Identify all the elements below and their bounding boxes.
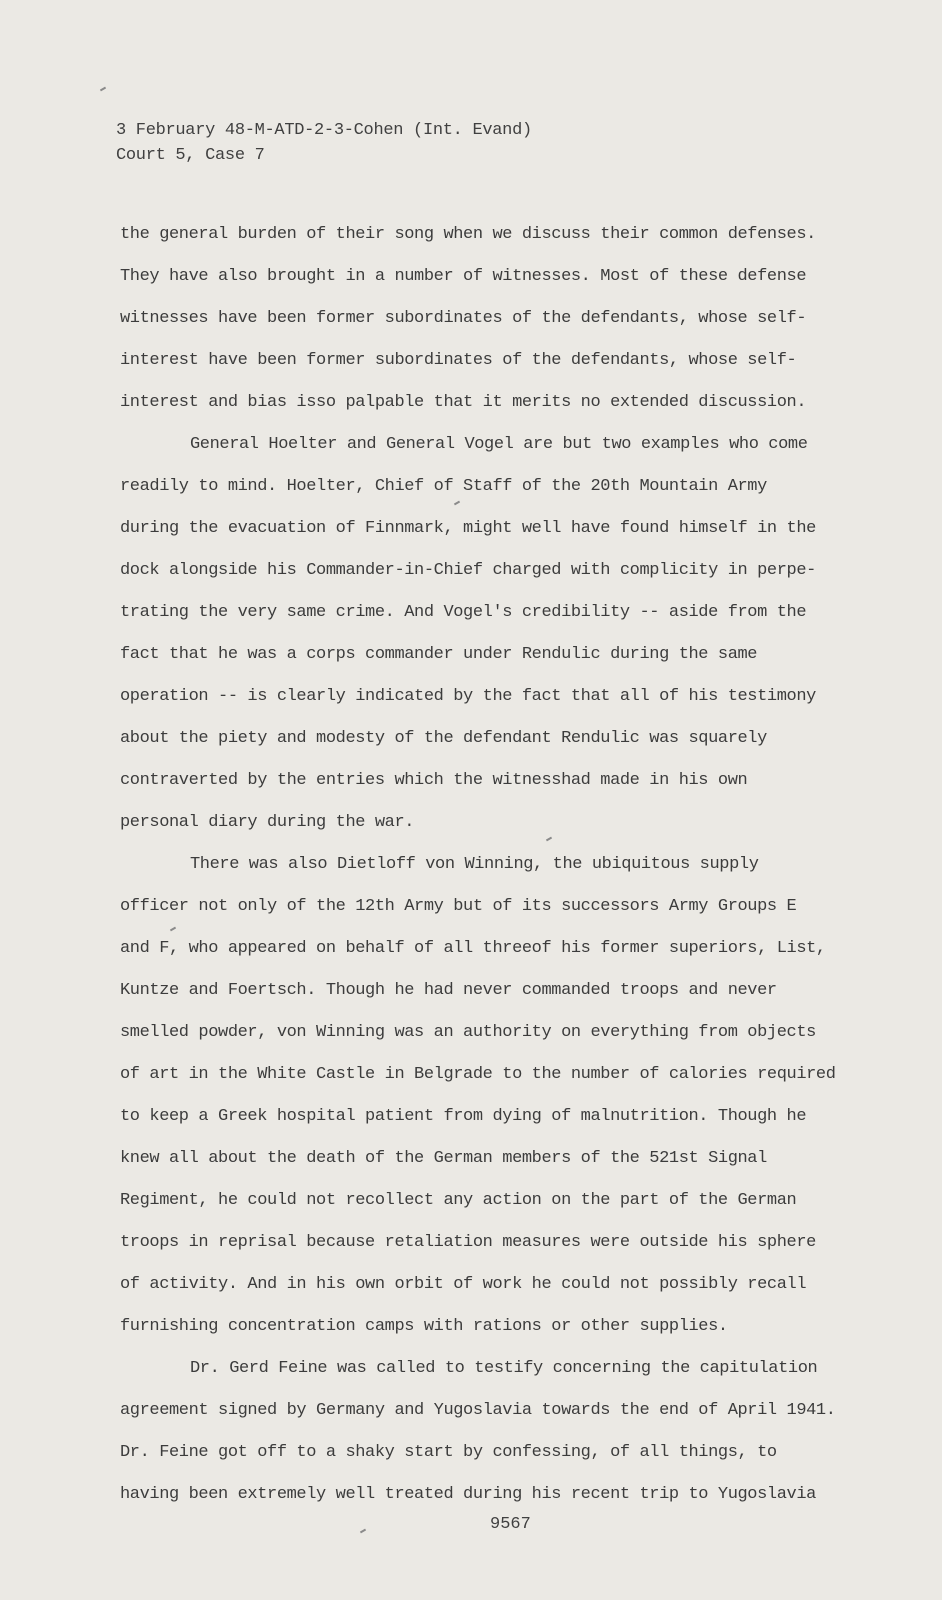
text-line: There was also Dietloff von Winning, the ubiquitous supply xyxy=(190,855,759,874)
text-line: agreement signed by Germany and Yugoslavia towards the end of April 1941. xyxy=(120,1401,836,1420)
text-line: the general burden of their song when we discuss their common defenses. xyxy=(120,225,816,244)
header-court-line: Court 5, Case 7 xyxy=(116,146,265,165)
text-line: They have also brought in a number of witnesses. Most of these defense xyxy=(120,267,807,286)
text-line: trating the very same crime. And Vogel's credibility -- aside from the xyxy=(120,603,807,622)
text-line: personal diary during the war. xyxy=(120,813,415,832)
text-line: Dr. Feine got off to a shaky start by confessing, of all things, to xyxy=(120,1443,777,1462)
text-line: knew all about the death of the German members of the 521st Signal xyxy=(120,1149,767,1168)
text-line: Dr. Gerd Feine was called to testify concerning the capitulation xyxy=(190,1359,818,1378)
text-line: interest have been former subordinates of the defendants, whose self- xyxy=(120,351,797,370)
text-line: dock alongside his Commander-in-Chief charged with complicity in perpe- xyxy=(120,561,816,580)
document-header xyxy=(116,118,532,168)
ink-mark xyxy=(100,87,106,92)
text-line: Kuntze and Foertsch. Though he had never commanded troops and never xyxy=(120,981,777,1000)
text-line: witnesses have been former subordinates of the defendants, whose self- xyxy=(120,309,807,328)
text-line: and F, who appeared on behalf of all threeof his former superiors, List, xyxy=(120,939,826,958)
text-line: furnishing concentration camps with rations or other supplies. xyxy=(120,1317,728,1336)
text-line: General Hoelter and General Vogel are but two examples who come xyxy=(190,435,808,454)
text-line: of activity. And in his own orbit of work he could not possibly recall xyxy=(120,1275,807,1294)
text-line: troops in reprisal because retaliation measures were outside his sphere xyxy=(120,1233,816,1252)
text-line: fact that he was a corps commander under Rendulic during the same xyxy=(120,645,758,664)
text-line: Regiment, he could not recollect any action on the part of the German xyxy=(120,1191,797,1210)
text-line: having been extremely well treated during his recent trip to Yugoslavia xyxy=(120,1485,816,1504)
text-line: about the piety and modesty of the defendant Rendulic was squarely xyxy=(120,729,767,748)
text-line: during the evacuation of Finnmark, might well have found himself in the xyxy=(120,519,816,538)
transcript-body xyxy=(120,214,880,1516)
page-number: 9567 xyxy=(490,1515,531,1534)
text-line: readily to mind. Hoelter, Chief of Staff of the 20th Mountain Army xyxy=(120,477,767,496)
ink-mark xyxy=(360,1529,366,1534)
text-line: operation -- is clearly indicated by the fact that all of his testimony xyxy=(120,687,816,706)
text-line: officer not only of the 12th Army but of its successors Army Groups E xyxy=(120,897,797,916)
text-line: contraverted by the entries which the witnesshad made in his own xyxy=(120,771,748,790)
text-line: to keep a Greek hospital patient from dying of malnutrition. Though he xyxy=(120,1107,807,1126)
text-line: smelled powder, von Winning was an authority on everything from objects xyxy=(120,1023,816,1042)
text-line: of art in the White Castle in Belgrade to the number of calories required xyxy=(120,1065,836,1084)
header-date-line: 3 February 48-M-ATD-2-3-Cohen (Int. Evand) xyxy=(116,121,532,140)
text-line: interest and bias isso palpable that it merits no extended discussion. xyxy=(120,393,807,412)
